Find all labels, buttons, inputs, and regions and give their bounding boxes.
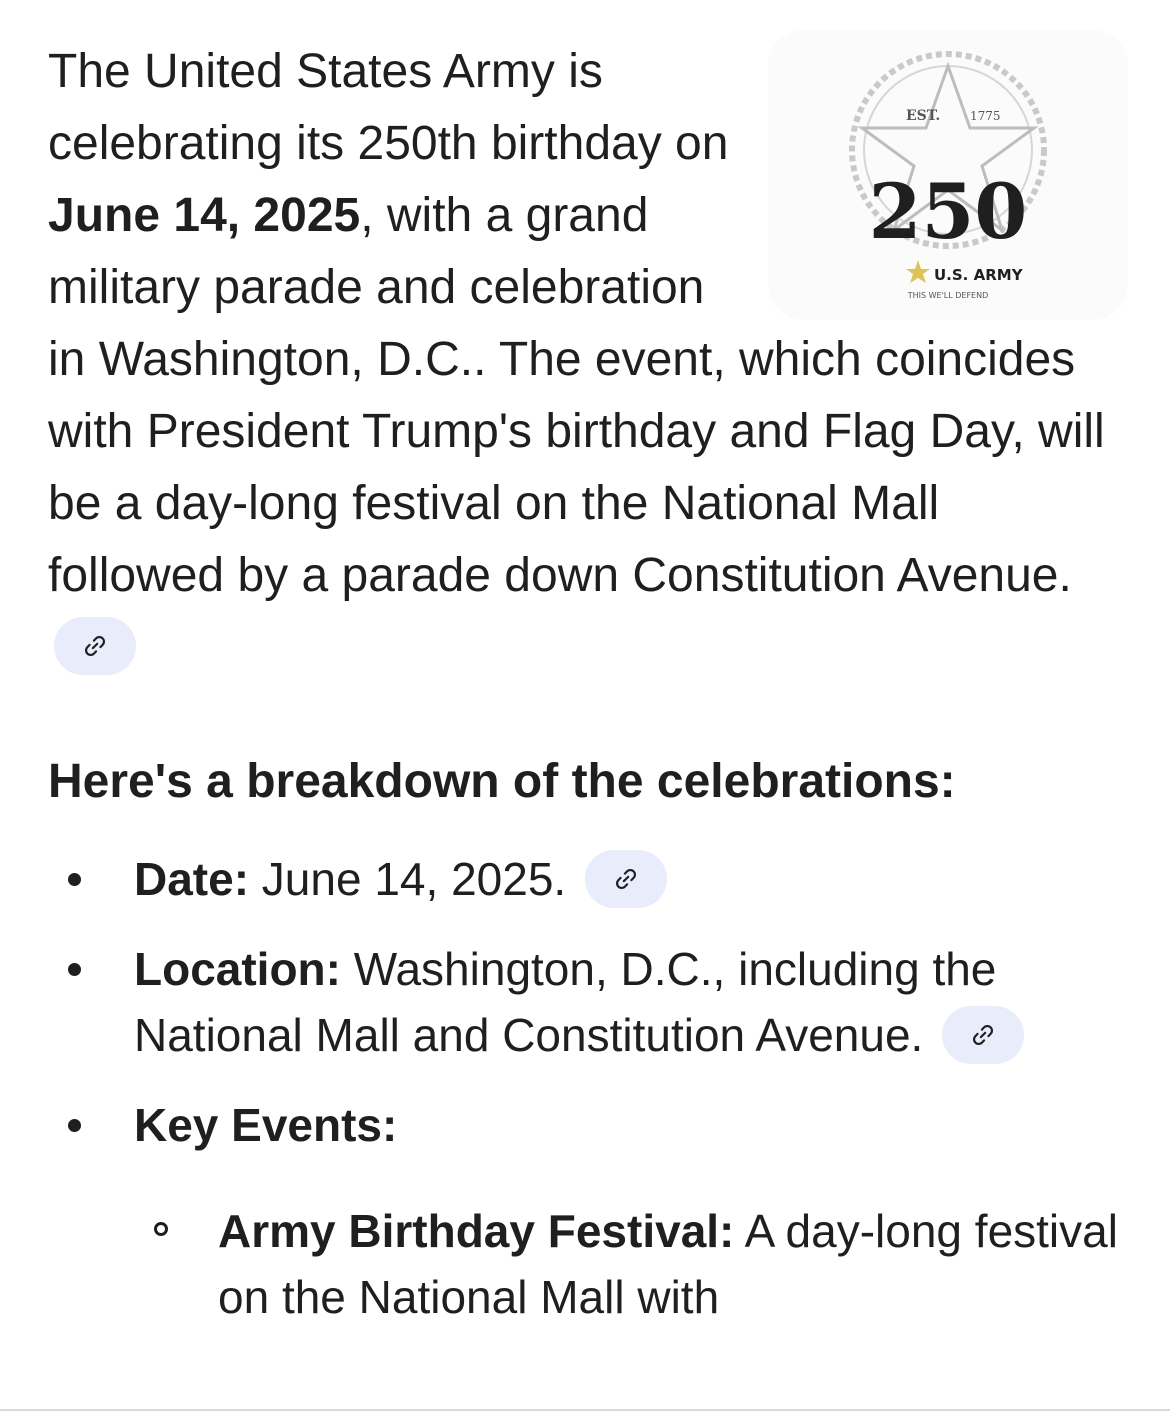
key-events-sublist: [134, 1198, 1128, 1330]
logo-number: 250: [868, 167, 1028, 256]
citation-chip[interactable]: [942, 1006, 1024, 1064]
link-icon: [82, 633, 108, 659]
item-label: Date:: [134, 853, 250, 905]
link-icon: [613, 866, 639, 892]
intro-text-before: The United States Army is celebrating its 250th birthday on: [48, 45, 729, 170]
response-content: [48, 36, 1128, 1354]
citation-chip[interactable]: [54, 617, 136, 675]
item-label: Key Events:: [134, 1099, 398, 1151]
list-item: [48, 936, 1128, 1068]
celebrations-list: [48, 846, 1128, 1330]
section-heading: Here's a breakdown of the celebrations:: [48, 755, 956, 808]
logo-est-label: EST.: [906, 108, 941, 124]
subitem-text: A day-long festival on the National Mall with: [218, 1205, 1118, 1323]
intro-paragraph: [48, 36, 1128, 684]
list-item: [48, 1092, 1128, 1330]
list-item: [48, 846, 1128, 912]
bullet-icon: [68, 1119, 81, 1132]
item-text: June 14, 2025.: [249, 853, 567, 905]
bullet-icon: [68, 963, 81, 976]
logo-star-icon: [906, 260, 930, 283]
intro-date: June 14, 2025: [48, 189, 361, 242]
army-250-logo-image[interactable]: [768, 30, 1128, 320]
bullet-icon: [68, 873, 81, 886]
army-250-logo: [838, 40, 1058, 320]
item-label: Location:: [134, 943, 341, 995]
link-icon: [970, 1022, 996, 1048]
logo-brand: U.S. ARMY: [934, 266, 1023, 284]
subitem-label: Army Birthday Festival:: [218, 1205, 735, 1257]
bottom-divider: [0, 1409, 1170, 1411]
item-text: Washington, D.C., including the National Mall and Constitution Avenue.: [134, 943, 997, 1061]
citation-chip[interactable]: [585, 850, 667, 908]
intro-text-after: , with a grand military parade and celebration in Washington, D.C.. The event, which coincides with President Trump's birthday and Flag Day, will be a day-long festival on the National Mall followed by a parade down Constitution Avenue.: [48, 189, 1105, 602]
circle-bullet-icon: [154, 1222, 168, 1236]
logo-motto: THIS WE'LL DEFEND: [907, 291, 989, 300]
sublist-item: [134, 1198, 1128, 1330]
logo-year-label: 1775: [970, 109, 1001, 123]
